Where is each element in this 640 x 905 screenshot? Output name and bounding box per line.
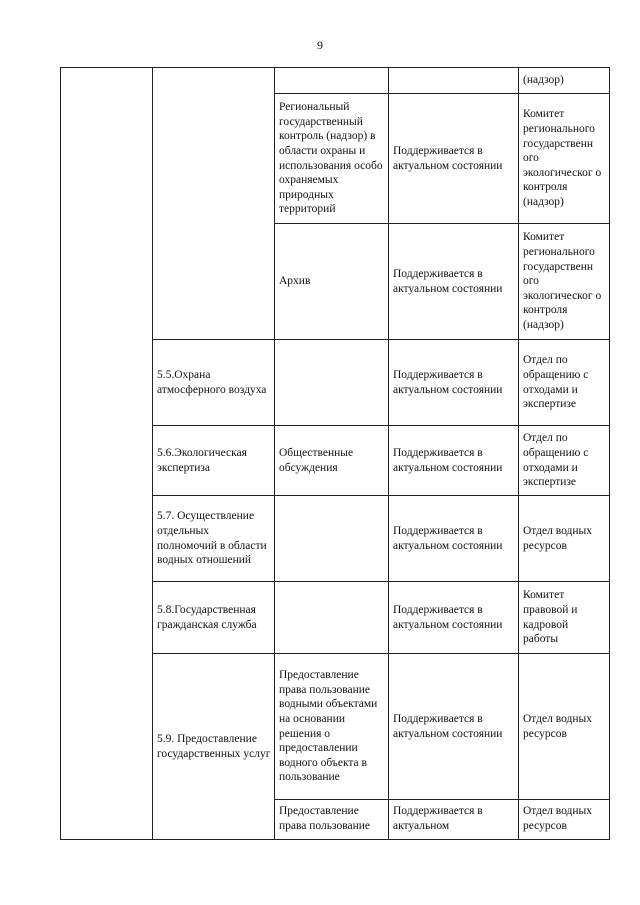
responsible-cell: Комитет правовой и кадровой работы [519, 582, 610, 654]
status-cell: Поддерживается в актуальном состоянии [389, 582, 519, 654]
status-cell: Поддерживается в актуальном состоянии [389, 94, 519, 224]
page-number: 9 [317, 38, 323, 52]
resource-cell: Архив [275, 224, 389, 340]
status-cell: Поддерживается в актуальном состоянии [389, 426, 519, 496]
status-cell: Поддерживается в актуальном состоянии [389, 496, 519, 582]
resource-cell [275, 496, 389, 582]
registry-table [60, 67, 610, 840]
resource-cell [275, 340, 389, 426]
subsection-cell [153, 68, 275, 340]
resource-cell: Региональный государственный контроль (надзор) в области охраны и использования особо охраняемых природных территорий [275, 94, 389, 224]
responsible-cell: Отдел водных ресурсов [519, 654, 610, 800]
responsible-cell: (надзор) [519, 68, 610, 94]
subsection-cell: 5.7. Осуществление отдельных полномочий в области водных отношений [153, 496, 275, 582]
subsection-cell: 5.8.Государственная гражданская служба [153, 582, 275, 654]
resource-cell: Предоставление права пользование водными объектами на основании решения о предоставлении водного объекта в пользование [275, 654, 389, 800]
status-cell: Поддерживается в актуальном [389, 800, 519, 840]
resource-cell: Предоставление права пользование [275, 800, 389, 840]
resource-cell: Общественные обсуждения [275, 426, 389, 496]
responsible-cell: Комитет регионального государственн ого экологическог о контроля (надзор) [519, 224, 610, 340]
responsible-cell: Отдел водных ресурсов [519, 496, 610, 582]
responsible-cell: Комитет регионального государственн ого экологическог о контроля (надзор) [519, 94, 610, 224]
status-cell: Поддерживается в актуальном состоянии [389, 654, 519, 800]
section-column-cell [61, 68, 153, 840]
resource-cell [275, 582, 389, 654]
subsection-cell: 5.5.Охрана атмосферного воздуха [153, 340, 275, 426]
responsible-cell: Отдел водных ресурсов [519, 800, 610, 840]
status-cell [389, 68, 519, 94]
resource-cell [275, 68, 389, 94]
status-cell: Поддерживается в актуальном состоянии [389, 340, 519, 426]
table-row [61, 68, 610, 94]
subsection-cell: 5.9. Предоставление государственных услуг [153, 654, 275, 840]
responsible-cell: Отдел по обращению с отходами и экспертизе [519, 426, 610, 496]
responsible-cell: Отдел по обращению с отходами и экспертизе [519, 340, 610, 426]
subsection-cell: 5.6.Экологическая экспертиза [153, 426, 275, 496]
status-cell: Поддерживается в актуальном состоянии [389, 224, 519, 340]
